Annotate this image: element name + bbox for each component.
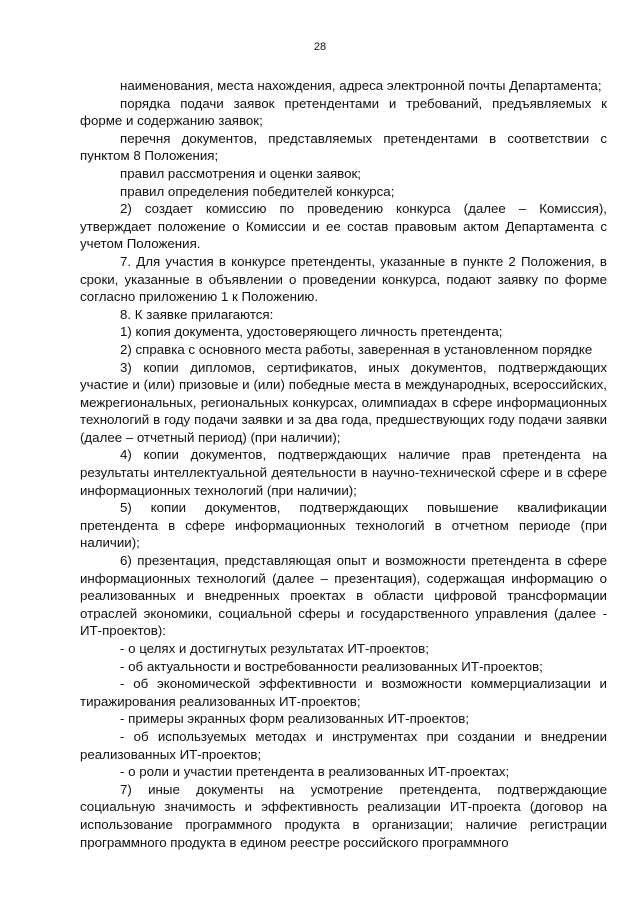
paragraph-evaluation-rules: правил рассмотрения и оценки заявок; <box>120 165 361 181</box>
sublist-item-relevance: - об актуальности и востребованности реализованных ИТ-проектов; <box>120 658 543 674</box>
page-number: 28 <box>313 41 327 53</box>
sublist-item-screens: - примеры экранных форм реализованных ИТ-проектов; <box>120 711 470 727</box>
list-item-identity-copy: 1) копия документа, удостоверяющего личность претендента; <box>120 324 503 340</box>
sublist-item-methods: - об используемых методах и инструментах при создании и внедрении реализованных ИТ-проектов; <box>80 728 607 762</box>
sublist-item-role: - о роли и участии претендента в реализованных ИТ-проектах; <box>120 764 510 780</box>
list-item-qualification: 5) копии документов, подтверждающих повышение квалификации претендента в сфере информационных технологий в отчетном периоде (при наличии); <box>80 500 607 551</box>
list-item-ip-rights: 4) копии документов, подтверждающих наличие прав претендента на результаты интеллектуальной деятельности в научно-технической сфере и в сфере информационных технологий (при наличии); <box>80 447 607 498</box>
list-item-presentation: 6) презентация, представляющая опыт и возможности претендента в сфере информационных технологий (далее – презентация), содержащая информацию о реализованных и внедренных проектах в области цифровой трансформации отраслей экономики, социальной сферы и государственного управления (далее - ИТ-проектов): <box>80 553 607 639</box>
list-item-work-certificate: 2) справка с основного места работы, заверенная в установленном порядке <box>120 341 593 357</box>
list-item-diplomas: 3) копии дипломов, сертификатов, иных документов, подтверждающих участие и (или) призовые и (или) победные места в международных, всероссийских, межрегиональных, региональных конкурсах, олимпиадах в сфере информационных технологий в году подачи заявки и за два года, предшествующих году подачи заявки (далее – отчетный период) (при наличии); <box>80 359 607 445</box>
paragraph-documents-list: перечня документов, представляемых претендентами в соответствии с пунктом 8 Положения; <box>80 130 607 164</box>
paragraph-item-7: 7. Для участия в конкурсе претенденты, указанные в пункте 2 Положения, в сроки, указанные в объявлении о проведении конкурса, подают заявку по форме согласно приложению 1 к Положению. <box>80 253 607 305</box>
paragraph-commission: 2) создает комиссию по проведению конкурса (далее – Комиссия), утверждает положение о Комиссии и ее состав правовым актом Департамента с учетом Положения. <box>80 201 607 252</box>
sublist-item-efficiency: - об экономической эффективности и возможности коммерциализации и тиражирования реализованных ИТ-проектов; <box>80 676 607 709</box>
sublist-item-goals: - о целях и достигнутых результатах ИТ-проектов; <box>120 641 429 656</box>
paragraph-application-order: порядка подачи заявок претендентами и требований, предъявляемых к форме и содержанию заявок; <box>80 95 607 129</box>
paragraph-departament-contacts: наименования, места нахождения, адреса электронной почты Департамента; <box>120 78 602 93</box>
list-item-other-documents: 7) иные документы на усмотрение претендента, подтверждающие социальную значимость и эффективность реализации ИТ-проекта (договор на использование программного продукта в организации; наличие регистрации программного продукта в едином реестре российского программного <box>80 781 607 850</box>
paragraph-winner-rules: правил определения победителей конкурса; <box>120 183 395 199</box>
paragraph-item-8: 8. К заявке прилагаются: <box>120 306 274 322</box>
document-body <box>80 77 607 851</box>
